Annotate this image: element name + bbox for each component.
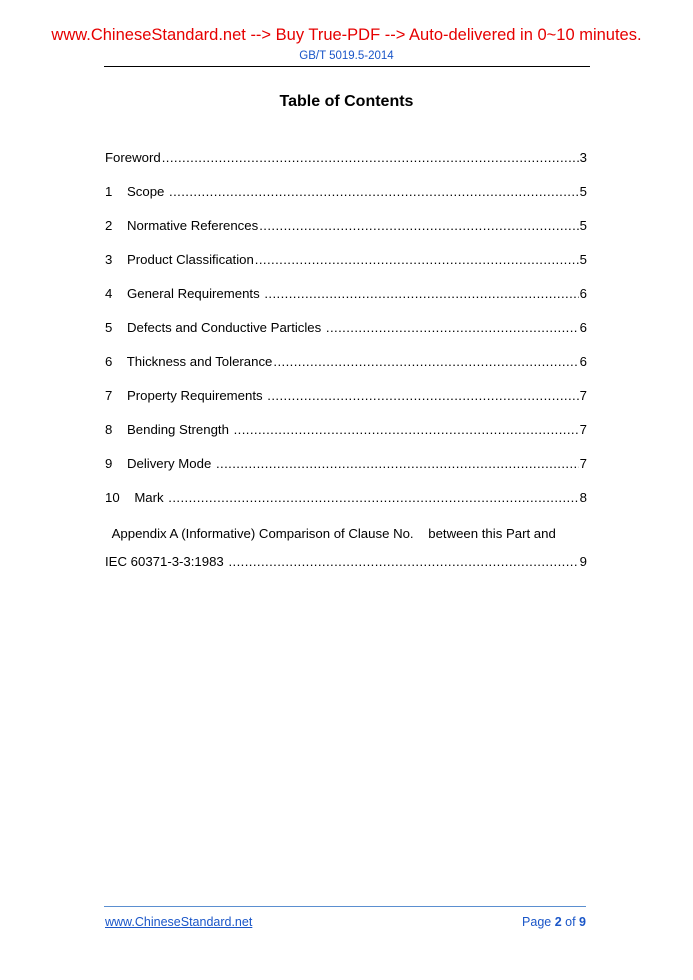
promo-banner[interactable]: www.ChineseStandard.net --> Buy True-PDF --> Auto-delivered in 0~10 minutes. [51,26,642,44]
page-prefix: Page [522,915,555,929]
toc-entry-appendix-line2[interactable] [105,554,587,572]
toc-entry-label: IEC 60371-3-3:1983 [105,554,228,569]
toc-leader-dots [273,354,578,369]
toc-entry-product-classification[interactable] [105,252,587,270]
toc-leader-dots [169,184,579,199]
toc-entry-page: 7 [579,456,587,471]
toc-entry-page: 6 [579,320,587,335]
toc-entry-page: 7 [579,388,587,403]
toc-entry-label: 4 General Requirements [105,286,264,301]
standard-code: GB/T 5019.5-2014 [299,50,394,62]
page-number [522,915,586,929]
toc-entry-defects[interactable] [105,320,587,338]
toc-entry-page: 5 [579,252,587,267]
toc-leader-dots [264,286,578,301]
footer-divider [104,906,586,907]
toc-leader-dots [326,320,579,335]
toc-entry-thickness[interactable] [105,354,587,372]
toc-entry-normative-references[interactable] [105,218,587,236]
toc-entry-label: Foreword [105,150,161,165]
toc-entry-label: 8 Bending Strength [105,422,233,437]
toc-entry-page: 3 [579,150,587,165]
toc-entry-bending-strength[interactable] [105,422,587,440]
toc-entry-page: 6 [579,354,587,369]
toc-leader-dots [267,388,578,403]
toc-leader-dots [234,422,579,437]
toc-entry-appendix-line1[interactable]: Appendix A (Informative) Comparison of Clause No. between this Part and [105,526,556,541]
footer-website-link[interactable]: www.ChineseStandard.net [105,915,253,929]
toc-entry-label: 3 Product Classification [105,252,254,267]
toc-entry-label: 1 Scope [105,184,169,199]
toc-entry-mark[interactable] [105,490,587,508]
toc-entry-page: 5 [579,184,587,199]
toc-entry-label: 5 Defects and Conductive Particles [105,320,325,335]
toc-leader-dots [255,252,579,267]
toc-entry-label: 9 Delivery Mode [105,456,215,471]
toc-entry-page: 6 [579,286,587,301]
toc-leader-dots [168,490,578,505]
toc-entry-page: 8 [579,490,587,505]
header-divider [104,66,590,67]
toc-entry-page: 9 [579,554,587,569]
toc-entry-label: 2 Normative References [105,218,259,233]
toc-leader-dots [259,218,578,233]
toc-entry-property-requirements[interactable] [105,388,587,406]
toc-leader-dots [228,554,578,569]
toc-entry-label: 7 Property Requirements [105,388,267,403]
toc-entry-general-requirements[interactable] [105,286,587,304]
page-total: 9 [579,915,586,929]
toc-entry-label: 10 Mark [105,490,168,505]
toc-entry-label: 6 Thickness and Tolerance [105,354,273,369]
toc-title: Table of Contents [279,93,414,110]
toc-entry-scope[interactable] [105,184,587,202]
toc-entry-page: 7 [579,422,587,437]
page-mid: of [561,915,580,929]
page-current: 2 [554,915,562,929]
toc-entry-delivery-mode[interactable] [105,456,587,474]
toc-entry-foreword[interactable] [105,150,587,168]
toc-leader-dots [162,150,579,165]
toc-leader-dots [216,456,579,471]
toc-entry-page: 5 [579,218,587,233]
